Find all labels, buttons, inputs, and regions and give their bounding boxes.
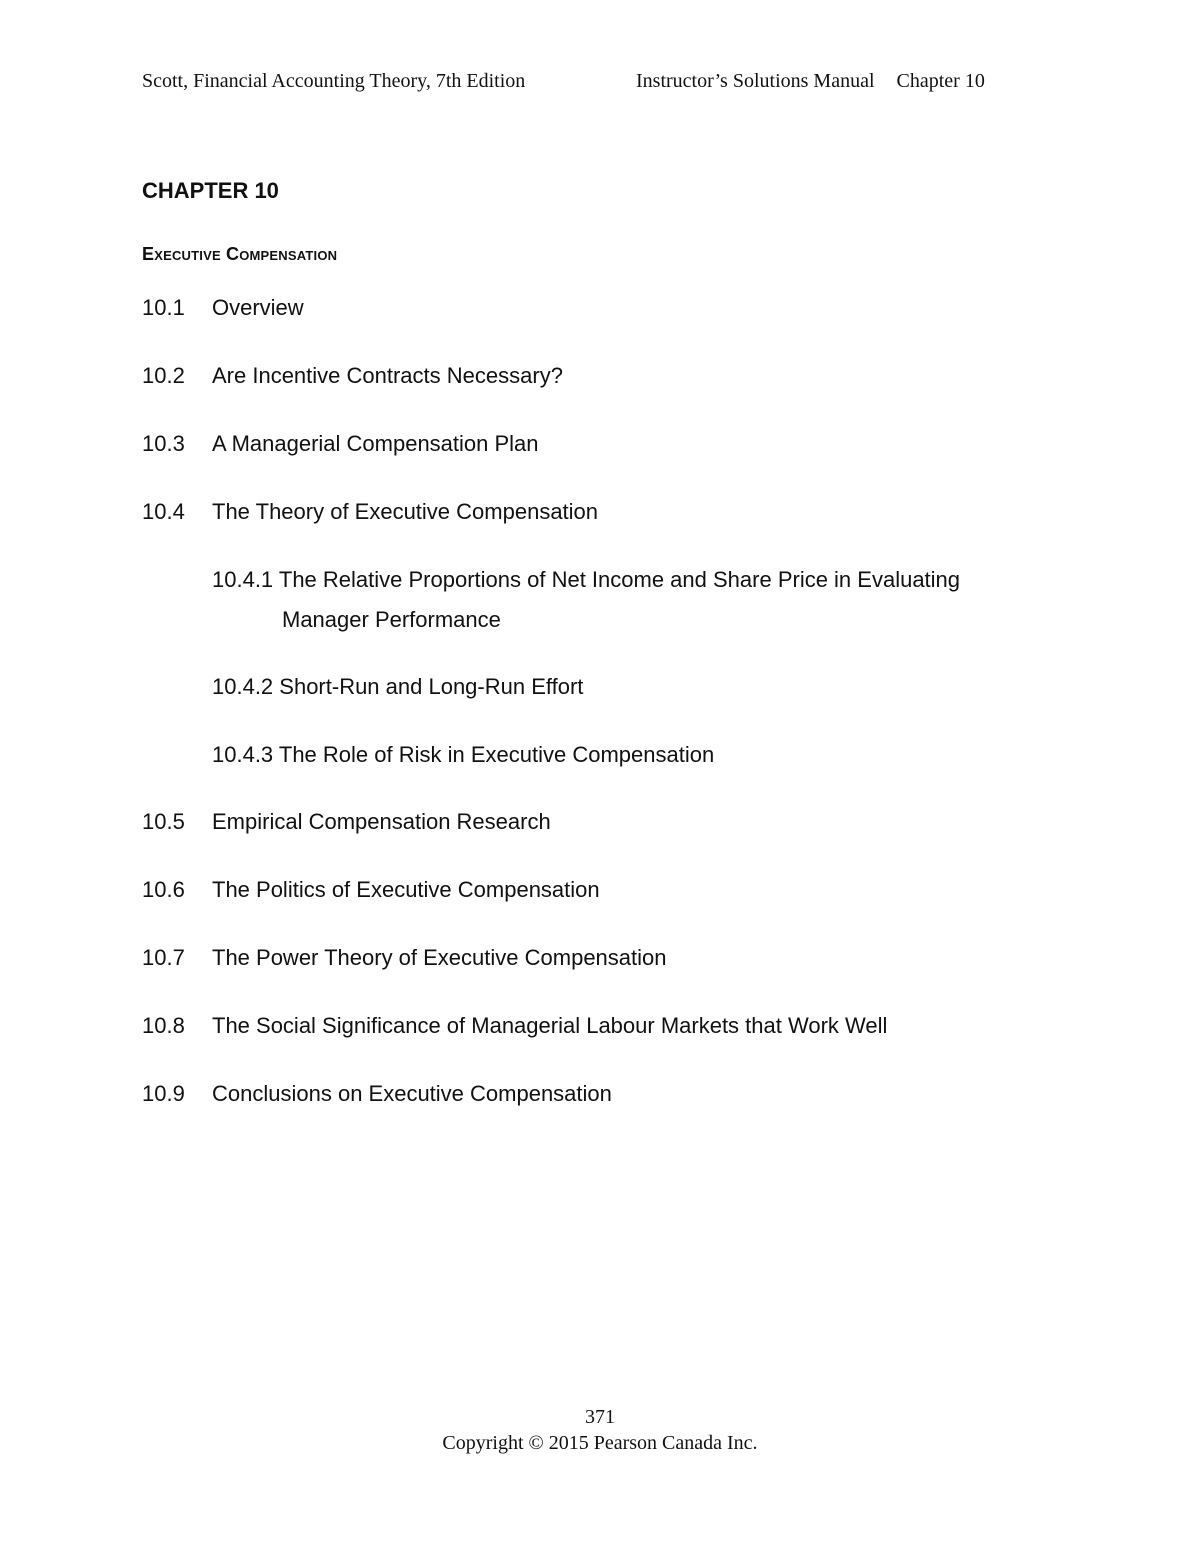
toc-title: A Managerial Compensation Plan (212, 431, 539, 456)
toc-subitem-line-wrap: Manager Performance (282, 607, 501, 632)
toc-number: 10.9 (142, 1081, 185, 1106)
header-manual-title: Instructor’s Solutions Manual (636, 70, 875, 92)
toc-number: 10.5 (142, 809, 185, 834)
toc-title: The Theory of Executive Compensation (212, 499, 599, 524)
toc-title: The Social Significance of Managerial Labour Markets that Work Well (212, 1013, 888, 1038)
chapter-title: Executive Compensation (142, 244, 338, 264)
toc-subitem-10-4-1 (212, 560, 1032, 640)
toc-title: Overview (212, 295, 304, 320)
toc-number: 10.6 (142, 877, 185, 902)
toc-title: Empirical Compensation Research (212, 809, 551, 834)
header-chapter-ref: Chapter 10 (896, 70, 985, 92)
header-manual-info (636, 70, 985, 93)
chapter-heading: CHAPTER 10 (142, 178, 279, 203)
toc-item-10-1 (142, 295, 304, 321)
toc-title: Are Incentive Contracts Necessary? (212, 363, 563, 388)
toc-item-10-5 (142, 809, 551, 835)
toc-item-10-4 (142, 499, 598, 525)
toc-subitem-10-4-2: 10.4.2 Short-Run and Long-Run Effort (212, 674, 584, 699)
header-book-title: Scott, Financial Accounting Theory, 7th Edition (142, 70, 526, 92)
toc-subitem-10-4-3: 10.4.3 The Role of Risk in Executive Compensation (212, 742, 715, 767)
toc-item-10-6 (142, 877, 600, 903)
page-number: 371 (585, 1406, 615, 1428)
toc-number: 10.1 (142, 295, 185, 320)
toc-subitem-line: 10.4.1 The Relative Proportions of Net Income and Share Price in Evaluating (212, 567, 961, 592)
toc-item-10-7 (142, 945, 667, 971)
toc-number: 10.7 (142, 945, 185, 970)
copyright-notice: Copyright © 2015 Pearson Canada Inc. (442, 1432, 758, 1454)
running-header (142, 70, 1022, 100)
toc-item-10-3 (142, 431, 539, 457)
toc-item-10-2 (142, 363, 563, 389)
toc-item-10-9 (142, 1081, 612, 1107)
toc-title: The Power Theory of Executive Compensation (212, 945, 667, 970)
toc-title: The Politics of Executive Compensation (212, 877, 600, 902)
toc-number: 10.8 (142, 1013, 185, 1038)
toc-number: 10.3 (142, 431, 185, 456)
toc-number: 10.4 (142, 499, 185, 524)
toc-number: 10.2 (142, 363, 185, 388)
toc-title: Conclusions on Executive Compensation (212, 1081, 612, 1106)
toc-item-10-8 (142, 1013, 887, 1039)
